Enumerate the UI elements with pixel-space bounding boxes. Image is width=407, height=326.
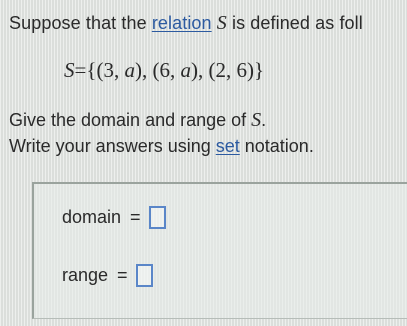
relation-variable: S <box>216 12 227 34</box>
range-equals: = <box>117 265 128 285</box>
instruction-notation: Write your answers using set notation. <box>9 136 314 156</box>
relation-variable: S <box>251 109 262 131</box>
domain-answer-row <box>62 206 166 229</box>
problem-intro-line <box>9 12 363 35</box>
domain-equals: = <box>130 207 141 227</box>
relation-definition: S={(3, a), (6, a), (2, 6)} <box>64 58 265 82</box>
relation-link[interactable]: relation <box>151 13 212 33</box>
answer-panel <box>32 182 407 319</box>
open-brace: { <box>86 58 97 82</box>
range-label: range <box>62 265 109 285</box>
ordered-pair: (2, 6) <box>208 58 254 82</box>
set-notation-link[interactable]: set <box>215 136 240 156</box>
ordered-pair: (3, a) <box>96 58 142 82</box>
close-brace: } <box>253 58 265 82</box>
domain-label: domain <box>62 207 122 227</box>
ordered-pair: (6, a) <box>152 58 198 82</box>
instruction-domain-range: Give the domain and range of S. <box>9 109 267 131</box>
set-equals: = <box>74 58 87 82</box>
domain-answer-input[interactable] <box>149 206 166 229</box>
set-name: S <box>64 58 75 82</box>
intro-text: Suppose that the <box>9 13 152 33</box>
range-answer-row <box>62 264 153 287</box>
intro-text-end: is defined as foll <box>226 13 363 33</box>
range-answer-input[interactable] <box>136 264 153 287</box>
